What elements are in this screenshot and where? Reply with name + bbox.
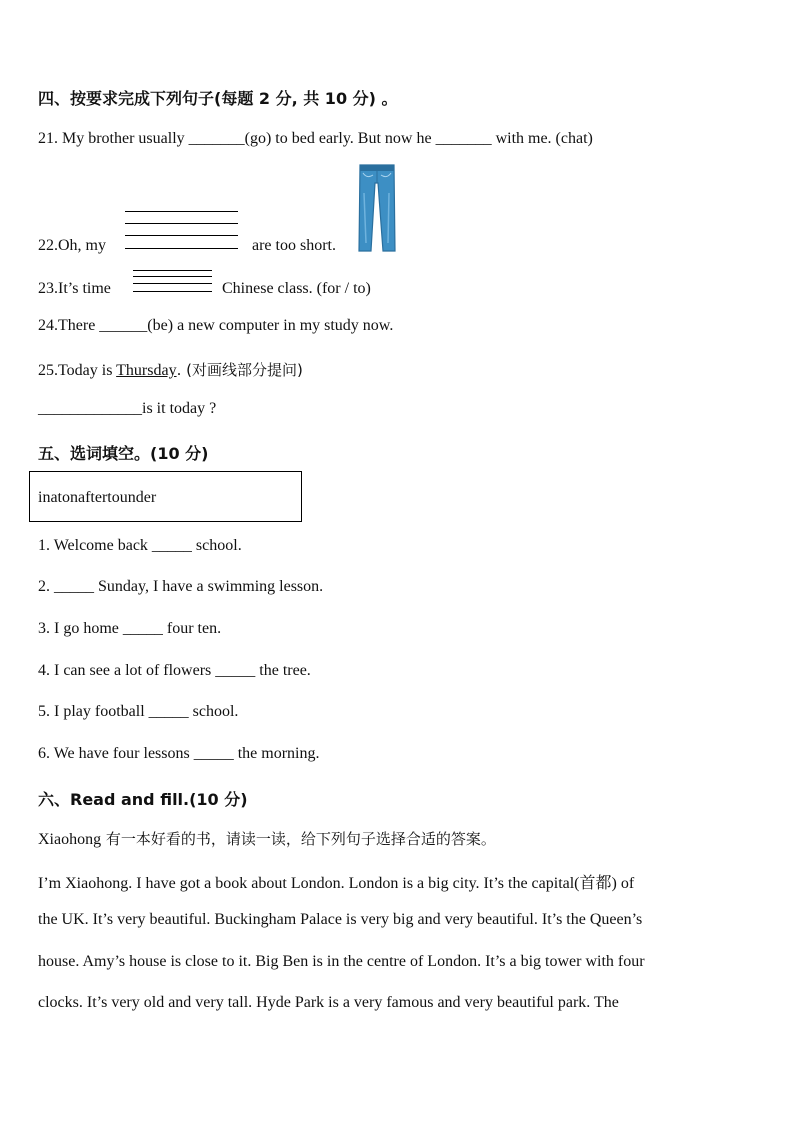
fill-item-1: 1. Welcome back _____ school. bbox=[38, 537, 242, 554]
word-bank-box bbox=[29, 471, 302, 522]
section-6-heading: 六、Read and fill.(10 分) bbox=[38, 790, 248, 809]
instruction-cn: 有一本好看的书，请读一读，给下列句子选择合适的答案。 bbox=[101, 830, 496, 848]
word-bank: inatonaftertounder bbox=[38, 489, 157, 506]
jeans-icon bbox=[357, 163, 397, 253]
question-23-suffix: Chinese class. (for / to) bbox=[222, 280, 371, 297]
fill-item-6: 6. We have four lessons _____ the morning. bbox=[38, 745, 320, 762]
passage-line-1: I’m Xiaohong. I have got a book about London. London is a big city. It’s the capital(首都) of bbox=[38, 875, 635, 892]
fill-item-4: 4. I can see a lot of flowers _____ the tree. bbox=[38, 662, 311, 679]
question-25-prefix: 25.Today is bbox=[38, 362, 117, 379]
passage-line-4: clocks. It’s very old and very tall. Hyde Park is a very famous and very beautiful park. The bbox=[38, 994, 619, 1011]
question-25-answer: _____________is it today ? bbox=[38, 400, 217, 417]
question-22-suffix: are too short. bbox=[252, 237, 336, 254]
fill-item-5: 5. I play football _____ school. bbox=[38, 703, 239, 720]
section-6-instruction bbox=[38, 828, 496, 849]
section-4-heading: 四、按要求完成下列句子(每题 2 分, 共 10 分) 。 bbox=[38, 89, 398, 108]
question-24: 24.There ______(be) a new computer in my study now. bbox=[38, 317, 394, 334]
question-25-underlined: Thursday bbox=[116, 362, 177, 379]
question-25-suffix: . (对画线部分提问) bbox=[176, 361, 303, 379]
passage-line-2: the UK. It’s very beautiful. Buckingham Palace is very big and very beautiful. It’s the Queen’s bbox=[38, 911, 643, 928]
question-25 bbox=[38, 359, 303, 380]
fill-item-2: 2. _____ Sunday, I have a swimming lesson. bbox=[38, 578, 324, 595]
section-5-heading: 五、选词填空。(10 分) bbox=[38, 444, 209, 463]
instruction-en: Xiaohong bbox=[38, 831, 102, 848]
fill-item-3: 3. I go home _____ four ten. bbox=[38, 620, 222, 637]
question-23-prefix: 23.It’s time bbox=[38, 280, 111, 297]
question-22-prefix: 22.Oh, my bbox=[38, 237, 106, 254]
passage-line-3: house. Amy’s house is close to it. Big Ben is in the centre of London. It’s a big tower with four bbox=[38, 953, 645, 970]
question-21: 21. My brother usually _______(go) to bed early. But now he _______ with me. (chat) bbox=[38, 130, 593, 147]
